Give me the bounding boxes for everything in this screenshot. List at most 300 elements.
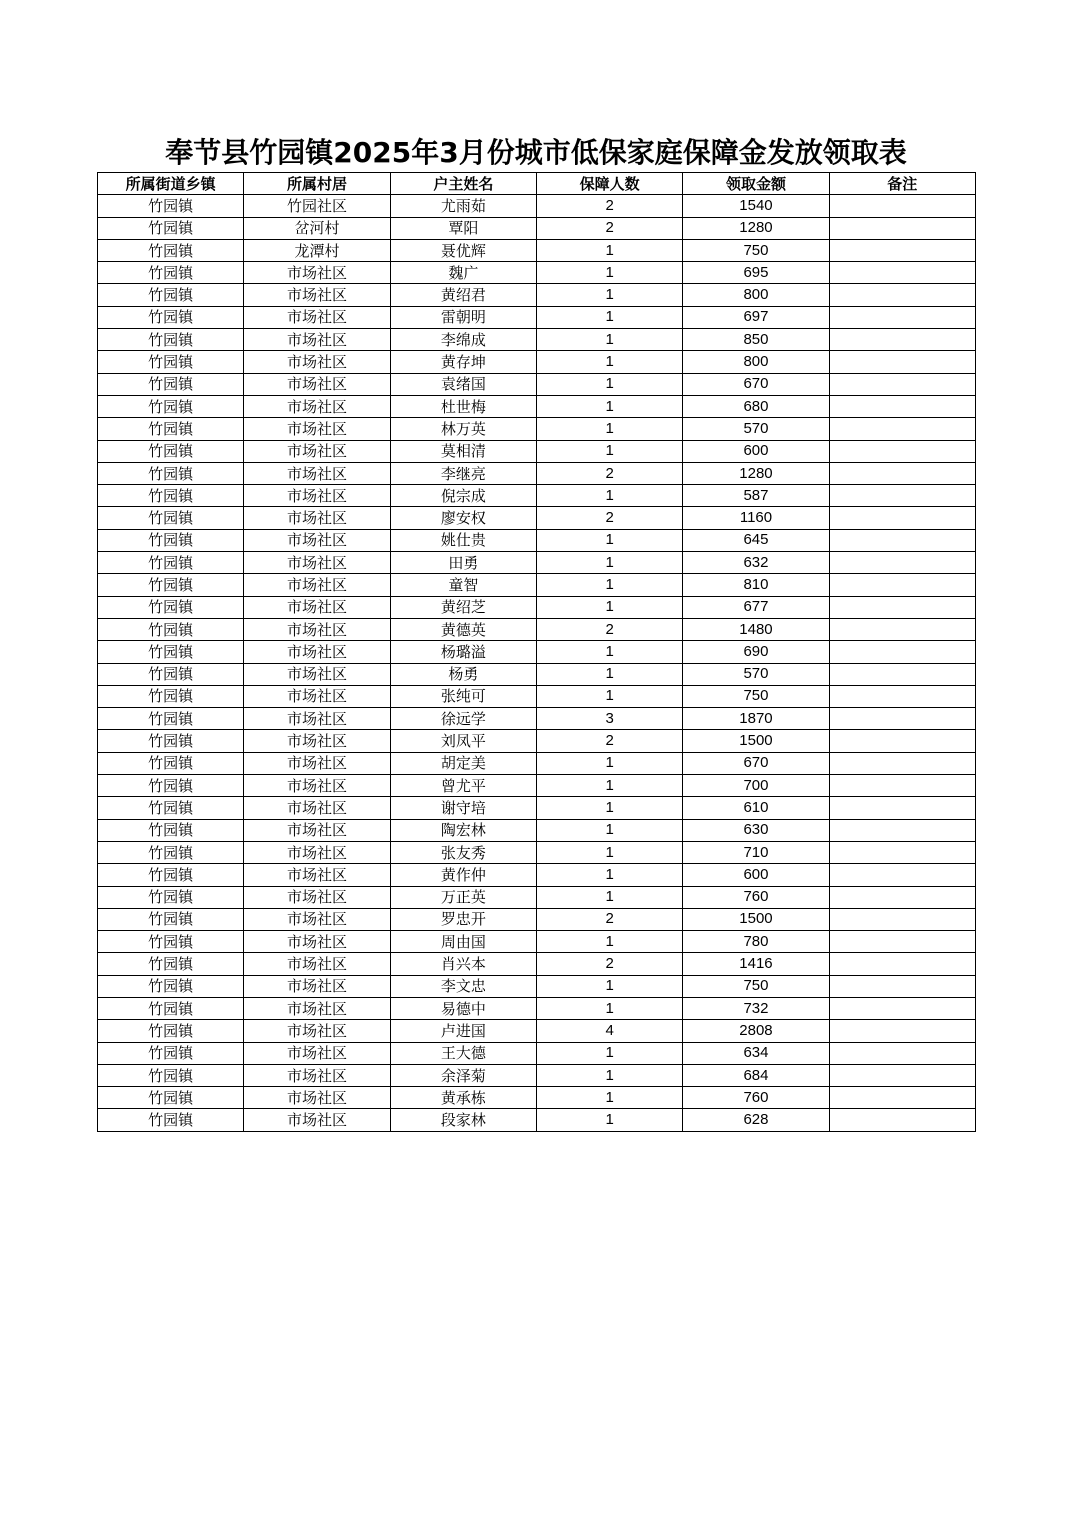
cell-village: 市场社区 [244,1020,390,1042]
cell-householder: 黄绍君 [390,284,536,306]
cell-village: 市场社区 [244,262,390,284]
cell-remarks [829,886,975,908]
cell-township: 竹园镇 [98,552,244,574]
cell-remarks [829,329,975,351]
cell-householder: 杨勇 [390,663,536,685]
cell-village: 市场社区 [244,997,390,1019]
cell-village: 市场社区 [244,351,390,373]
cell-remarks [829,507,975,529]
cell-householder: 黄作仲 [390,864,536,886]
table-row [98,841,976,863]
cell-township: 竹园镇 [98,440,244,462]
cell-householder: 卢进国 [390,1020,536,1042]
cell-village: 市场社区 [244,574,390,596]
cell-householder: 袁绪国 [390,373,536,395]
cell-remarks [829,1109,975,1131]
cell-remarks [829,730,975,752]
cell-amount: 710 [683,841,829,863]
cell-householder: 杨璐溢 [390,641,536,663]
cell-persons: 2 [536,195,682,217]
cell-village: 市场社区 [244,1064,390,1086]
cell-persons: 1 [536,931,682,953]
cell-township: 竹园镇 [98,462,244,484]
table-row [98,239,976,261]
cell-village: 市场社区 [244,440,390,462]
cell-village: 市场社区 [244,864,390,886]
cell-remarks [829,1042,975,1064]
cell-village: 岔河村 [244,217,390,239]
cell-village: 市场社区 [244,730,390,752]
cell-remarks [829,953,975,975]
cell-amount: 645 [683,529,829,551]
cell-remarks [829,462,975,484]
cell-persons: 1 [536,641,682,663]
cell-householder: 姚仕贵 [390,529,536,551]
table-row [98,641,976,663]
cell-township: 竹园镇 [98,841,244,863]
table-row [98,953,976,975]
cell-persons: 1 [536,819,682,841]
cell-householder: 覃阳 [390,217,536,239]
table-row [98,596,976,618]
cell-village: 市场社区 [244,708,390,730]
cell-village: 市场社区 [244,1042,390,1064]
table-row [98,462,976,484]
table-row [98,708,976,730]
cell-remarks [829,1064,975,1086]
table-row [98,997,976,1019]
cell-township: 竹园镇 [98,239,244,261]
cell-township: 竹园镇 [98,329,244,351]
allowance-table [97,172,976,1132]
cell-householder: 廖安权 [390,507,536,529]
cell-amount: 695 [683,262,829,284]
cell-amount: 587 [683,485,829,507]
cell-householder: 罗忠开 [390,908,536,930]
cell-township: 竹园镇 [98,373,244,395]
table-row [98,574,976,596]
cell-village: 市场社区 [244,329,390,351]
cell-remarks [829,351,975,373]
table-row [98,195,976,217]
cell-amount: 634 [683,1042,829,1064]
cell-village: 市场社区 [244,596,390,618]
header-village: 所属村居 [244,173,390,195]
cell-remarks [829,797,975,819]
cell-amount: 810 [683,574,829,596]
cell-village: 市场社区 [244,908,390,930]
table-row [98,975,976,997]
cell-township: 竹园镇 [98,529,244,551]
cell-amount: 850 [683,329,829,351]
cell-township: 竹园镇 [98,596,244,618]
table-row [98,1087,976,1109]
cell-remarks [829,574,975,596]
cell-persons: 1 [536,373,682,395]
cell-householder: 段家林 [390,1109,536,1131]
cell-persons: 2 [536,217,682,239]
cell-amount: 600 [683,440,829,462]
cell-village: 市场社区 [244,819,390,841]
cell-township: 竹园镇 [98,752,244,774]
cell-amount: 677 [683,596,829,618]
cell-householder: 李文忠 [390,975,536,997]
cell-householder: 谢守培 [390,797,536,819]
cell-persons: 1 [536,574,682,596]
cell-persons: 1 [536,1042,682,1064]
cell-persons: 1 [536,841,682,863]
cell-persons: 2 [536,953,682,975]
cell-amount: 690 [683,641,829,663]
cell-village: 市场社区 [244,395,390,417]
cell-amount: 1500 [683,908,829,930]
cell-amount: 630 [683,819,829,841]
cell-remarks [829,1087,975,1109]
cell-remarks [829,864,975,886]
cell-township: 竹园镇 [98,953,244,975]
cell-persons: 1 [536,752,682,774]
table-row [98,351,976,373]
cell-township: 竹园镇 [98,641,244,663]
header-householder: 户主姓名 [390,173,536,195]
cell-persons: 1 [536,239,682,261]
cell-township: 竹园镇 [98,931,244,953]
cell-amount: 1500 [683,730,829,752]
cell-persons: 1 [536,1064,682,1086]
cell-village: 市场社区 [244,284,390,306]
cell-remarks [829,596,975,618]
table-row [98,886,976,908]
cell-remarks [829,195,975,217]
cell-village: 市场社区 [244,1087,390,1109]
cell-township: 竹园镇 [98,908,244,930]
cell-amount: 570 [683,663,829,685]
cell-amount: 1280 [683,217,829,239]
cell-township: 竹园镇 [98,1109,244,1131]
cell-householder: 刘凤平 [390,730,536,752]
cell-remarks [829,306,975,328]
cell-remarks [829,552,975,574]
cell-householder: 聂优辉 [390,239,536,261]
cell-township: 竹园镇 [98,864,244,886]
cell-remarks [829,618,975,640]
cell-persons: 1 [536,864,682,886]
cell-householder: 曾尤平 [390,775,536,797]
cell-householder: 倪宗成 [390,485,536,507]
cell-village: 市场社区 [244,775,390,797]
cell-township: 竹园镇 [98,395,244,417]
cell-village: 市场社区 [244,752,390,774]
cell-township: 竹园镇 [98,886,244,908]
cell-township: 竹园镇 [98,507,244,529]
cell-householder: 徐远学 [390,708,536,730]
cell-persons: 1 [536,329,682,351]
cell-remarks [829,217,975,239]
cell-amount: 570 [683,418,829,440]
cell-amount: 800 [683,351,829,373]
cell-householder: 黄承栋 [390,1087,536,1109]
cell-township: 竹园镇 [98,351,244,373]
header-amount: 领取金额 [683,173,829,195]
cell-householder: 田勇 [390,552,536,574]
cell-persons: 1 [536,440,682,462]
cell-township: 竹园镇 [98,485,244,507]
cell-township: 竹园镇 [98,195,244,217]
cell-township: 竹园镇 [98,797,244,819]
cell-township: 竹园镇 [98,1042,244,1064]
cell-remarks [829,1020,975,1042]
cell-persons: 1 [536,1109,682,1131]
cell-householder: 胡定美 [390,752,536,774]
cell-remarks [829,997,975,1019]
cell-householder: 周由国 [390,931,536,953]
cell-village: 市场社区 [244,507,390,529]
cell-amount: 670 [683,752,829,774]
cell-persons: 1 [536,685,682,707]
cell-township: 竹园镇 [98,685,244,707]
table-row [98,618,976,640]
cell-householder: 林万英 [390,418,536,440]
cell-remarks [829,708,975,730]
cell-householder: 尤雨茹 [390,195,536,217]
table-row [98,329,976,351]
cell-village: 市场社区 [244,641,390,663]
cell-remarks [829,819,975,841]
cell-persons: 1 [536,284,682,306]
cell-township: 竹园镇 [98,708,244,730]
cell-amount: 684 [683,1064,829,1086]
cell-village: 市场社区 [244,975,390,997]
cell-village: 市场社区 [244,618,390,640]
cell-householder: 余泽菊 [390,1064,536,1086]
cell-householder: 万正英 [390,886,536,908]
cell-persons: 2 [536,618,682,640]
cell-remarks [829,752,975,774]
cell-village: 市场社区 [244,373,390,395]
cell-amount: 750 [683,975,829,997]
table-row [98,552,976,574]
table-row [98,685,976,707]
cell-amount: 732 [683,997,829,1019]
cell-persons: 1 [536,418,682,440]
cell-remarks [829,663,975,685]
cell-persons: 1 [536,1087,682,1109]
table-row [98,485,976,507]
cell-householder: 黄绍芝 [390,596,536,618]
cell-remarks [829,284,975,306]
cell-persons: 1 [536,529,682,551]
cell-amount: 760 [683,1087,829,1109]
cell-township: 竹园镇 [98,975,244,997]
cell-township: 竹园镇 [98,1064,244,1086]
cell-persons: 1 [536,552,682,574]
cell-amount: 2808 [683,1020,829,1042]
cell-township: 竹园镇 [98,1020,244,1042]
table-row [98,931,976,953]
cell-persons: 1 [536,975,682,997]
cell-persons: 1 [536,997,682,1019]
table-header-row [98,173,976,195]
cell-remarks [829,841,975,863]
cell-village: 市场社区 [244,886,390,908]
table-row [98,1064,976,1086]
cell-householder: 杜世梅 [390,395,536,417]
table-row [98,1042,976,1064]
cell-amount: 1280 [683,462,829,484]
table-body [98,195,976,1131]
table-row [98,663,976,685]
cell-householder: 李继亮 [390,462,536,484]
header-remarks: 备注 [829,173,975,195]
cell-township: 竹园镇 [98,574,244,596]
cell-village: 市场社区 [244,685,390,707]
cell-township: 竹园镇 [98,217,244,239]
cell-persons: 1 [536,596,682,618]
cell-persons: 2 [536,507,682,529]
cell-township: 竹园镇 [98,663,244,685]
cell-persons: 1 [536,262,682,284]
table-row [98,908,976,930]
cell-amount: 1416 [683,953,829,975]
cell-amount: 680 [683,395,829,417]
cell-remarks [829,975,975,997]
cell-householder: 李绵成 [390,329,536,351]
cell-remarks [829,908,975,930]
cell-village: 市场社区 [244,462,390,484]
cell-township: 竹园镇 [98,730,244,752]
cell-village: 市场社区 [244,1109,390,1131]
cell-amount: 697 [683,306,829,328]
table-row [98,1020,976,1042]
cell-persons: 2 [536,462,682,484]
cell-persons: 1 [536,775,682,797]
cell-village: 市场社区 [244,931,390,953]
cell-amount: 632 [683,552,829,574]
cell-township: 竹园镇 [98,306,244,328]
header-persons: 保障人数 [536,173,682,195]
cell-householder: 魏广 [390,262,536,284]
cell-householder: 王大德 [390,1042,536,1064]
cell-township: 竹园镇 [98,618,244,640]
cell-remarks [829,485,975,507]
cell-amount: 750 [683,685,829,707]
cell-remarks [829,641,975,663]
cell-village: 市场社区 [244,529,390,551]
cell-remarks [829,239,975,261]
cell-persons: 2 [536,730,682,752]
cell-township: 竹园镇 [98,1087,244,1109]
cell-remarks [829,373,975,395]
table-row [98,373,976,395]
table-row [98,797,976,819]
cell-village: 市场社区 [244,953,390,975]
cell-persons: 3 [536,708,682,730]
table-row [98,262,976,284]
table-row [98,1109,976,1131]
table-row [98,819,976,841]
table-row [98,217,976,239]
table-row [98,529,976,551]
cell-village: 龙潭村 [244,239,390,261]
cell-householder: 肖兴本 [390,953,536,975]
cell-persons: 1 [536,663,682,685]
cell-village: 市场社区 [244,797,390,819]
cell-remarks [829,395,975,417]
cell-householder: 黄存坤 [390,351,536,373]
cell-householder: 雷朝明 [390,306,536,328]
cell-persons: 2 [536,908,682,930]
cell-remarks [829,529,975,551]
cell-persons: 1 [536,797,682,819]
cell-township: 竹园镇 [98,262,244,284]
cell-village: 市场社区 [244,418,390,440]
cell-village: 市场社区 [244,841,390,863]
cell-householder: 张友秀 [390,841,536,863]
cell-remarks [829,775,975,797]
cell-amount: 1870 [683,708,829,730]
cell-amount: 750 [683,239,829,261]
table-row [98,306,976,328]
cell-township: 竹园镇 [98,819,244,841]
cell-amount: 700 [683,775,829,797]
table-row [98,507,976,529]
table-row [98,752,976,774]
cell-persons: 4 [536,1020,682,1042]
cell-remarks [829,440,975,462]
table-row [98,864,976,886]
cell-village: 市场社区 [244,306,390,328]
cell-amount: 628 [683,1109,829,1131]
cell-amount: 600 [683,864,829,886]
cell-amount: 1480 [683,618,829,640]
cell-township: 竹园镇 [98,284,244,306]
cell-township: 竹园镇 [98,775,244,797]
cell-amount: 670 [683,373,829,395]
cell-township: 竹园镇 [98,997,244,1019]
cell-village: 竹园社区 [244,195,390,217]
cell-remarks [829,685,975,707]
cell-amount: 610 [683,797,829,819]
cell-amount: 760 [683,886,829,908]
cell-householder: 陶宏林 [390,819,536,841]
cell-remarks [829,931,975,953]
table-row [98,730,976,752]
cell-householder: 易德中 [390,997,536,1019]
cell-householder: 张纯可 [390,685,536,707]
table-row [98,284,976,306]
cell-amount: 1540 [683,195,829,217]
table-row [98,418,976,440]
cell-householder: 黄德英 [390,618,536,640]
cell-persons: 1 [536,485,682,507]
cell-village: 市场社区 [244,485,390,507]
cell-remarks [829,262,975,284]
cell-village: 市场社区 [244,663,390,685]
table-row [98,395,976,417]
page-title: 奉节县竹园镇2025年3月份城市低保家庭保障金发放领取表 [165,136,907,169]
cell-persons: 1 [536,395,682,417]
table-row [98,440,976,462]
cell-persons: 1 [536,306,682,328]
cell-persons: 1 [536,886,682,908]
cell-township: 竹园镇 [98,418,244,440]
cell-persons: 1 [536,351,682,373]
cell-householder: 童智 [390,574,536,596]
header-township: 所属街道乡镇 [98,173,244,195]
cell-remarks [829,418,975,440]
cell-householder: 莫相清 [390,440,536,462]
cell-amount: 800 [683,284,829,306]
